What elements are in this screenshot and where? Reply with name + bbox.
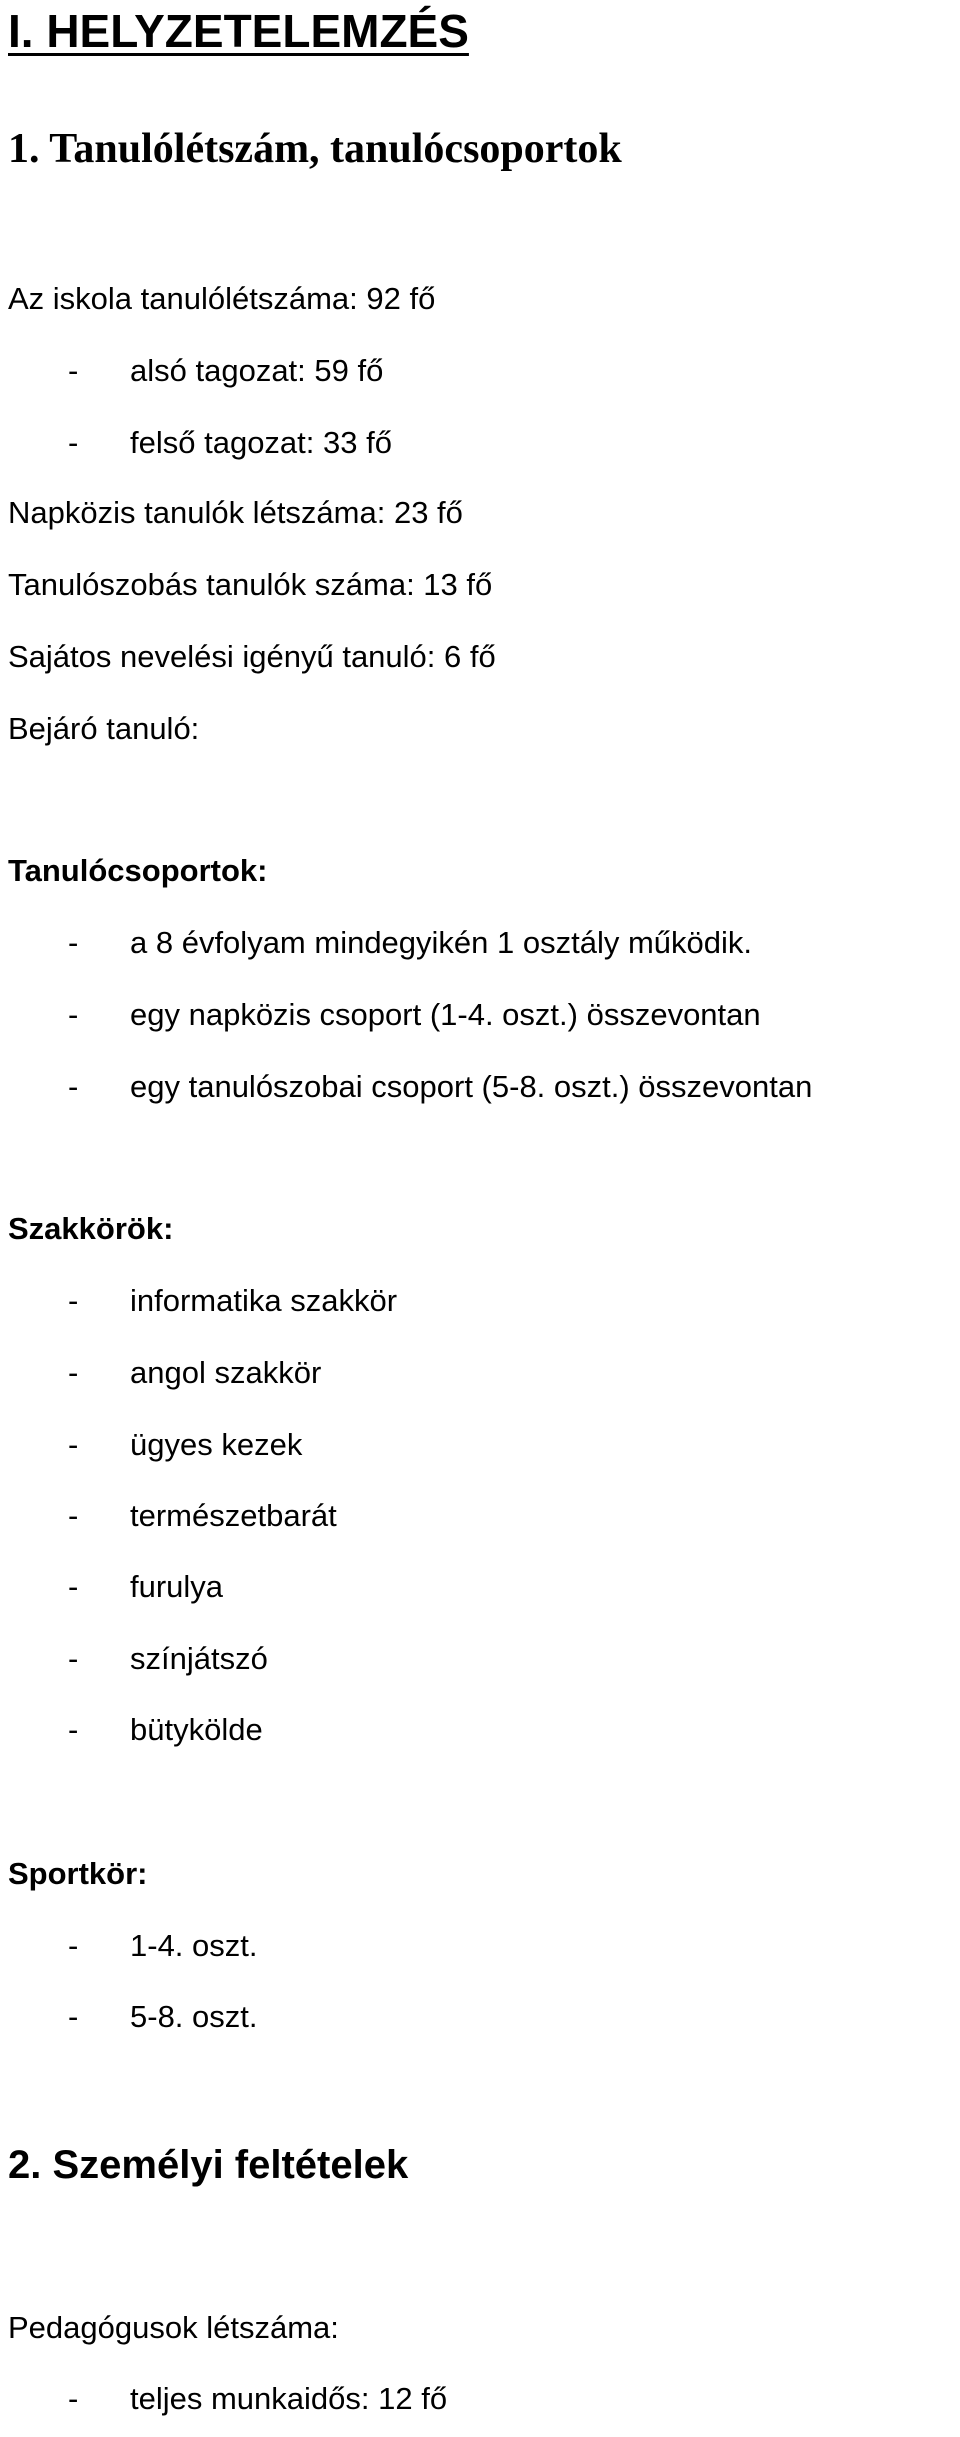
- list-item: furulya: [130, 1569, 224, 1604]
- list-bullet: -: [68, 1069, 79, 1104]
- list-bullet: -: [68, 1999, 79, 2034]
- list-bullet: -: [68, 1569, 79, 1604]
- list-bullet: -: [68, 1498, 79, 1533]
- list-item: színjátszó: [130, 1641, 268, 1676]
- list-item: informatika szakkör: [130, 1283, 398, 1318]
- list-bullet: -: [68, 425, 79, 460]
- list-item-upper-grade: felső tagozat: 33 fő: [130, 425, 392, 460]
- list-bullet: -: [68, 1283, 79, 1318]
- list-bullet: -: [68, 925, 79, 960]
- list-bullet: -: [68, 1355, 79, 1390]
- student-groups-title: Tanulócsoportok:: [8, 853, 268, 888]
- list-item: a 8 évfolyam mindegyikén 1 osztály működik.: [130, 925, 753, 960]
- list-bullet: -: [68, 1712, 79, 1747]
- list-item: egy napközis csoport (1-4. oszt.) összevontan: [130, 997, 761, 1032]
- page-title: I. HELYZETELEMZÉS: [8, 5, 469, 57]
- list-item: teljes munkaidős: 12 fő: [130, 2381, 448, 2416]
- list-bullet: -: [68, 1928, 79, 1963]
- list-item: 1-4. oszt.: [130, 1928, 258, 1963]
- teachers-count-label: Pedagógusok létszáma:: [8, 2310, 339, 2345]
- list-bullet: -: [68, 1427, 79, 1462]
- total-students: Az iskola tanulólétszáma: 92 fő: [8, 281, 436, 316]
- list-item: természetbarát: [130, 1498, 337, 1533]
- list-item: bütykölde: [130, 1712, 263, 1747]
- commuting-students: Bejáró tanuló:: [8, 711, 200, 746]
- list-bullet: -: [68, 1641, 79, 1676]
- list-bullet: -: [68, 997, 79, 1032]
- list-bullet: -: [68, 353, 79, 388]
- list-item-lower-grade: alsó tagozat: 59 fő: [130, 353, 384, 388]
- list-item: egy tanulószobai csoport (5-8. oszt.) összevontan: [130, 1069, 813, 1104]
- special-needs-students: Sajátos nevelési igényű tanuló: 6 fő: [8, 639, 496, 674]
- section-2-title: 2. Személyi feltételek: [8, 2143, 409, 2187]
- section-1-title: 1. Tanulólétszám, tanulócsoportok: [8, 126, 622, 172]
- sports-club-title: Sportkör:: [8, 1856, 148, 1891]
- clubs-title: Szakkörök:: [8, 1211, 174, 1246]
- list-item: 5-8. oszt.: [130, 1999, 258, 2034]
- list-item: ügyes kezek: [130, 1427, 303, 1462]
- study-room-students: Tanulószobás tanulók száma: 13 fő: [8, 567, 493, 602]
- list-bullet: -: [68, 2381, 79, 2416]
- daycare-students: Napközis tanulók létszáma: 23 fő: [8, 495, 463, 530]
- list-item: angol szakkör: [130, 1355, 322, 1390]
